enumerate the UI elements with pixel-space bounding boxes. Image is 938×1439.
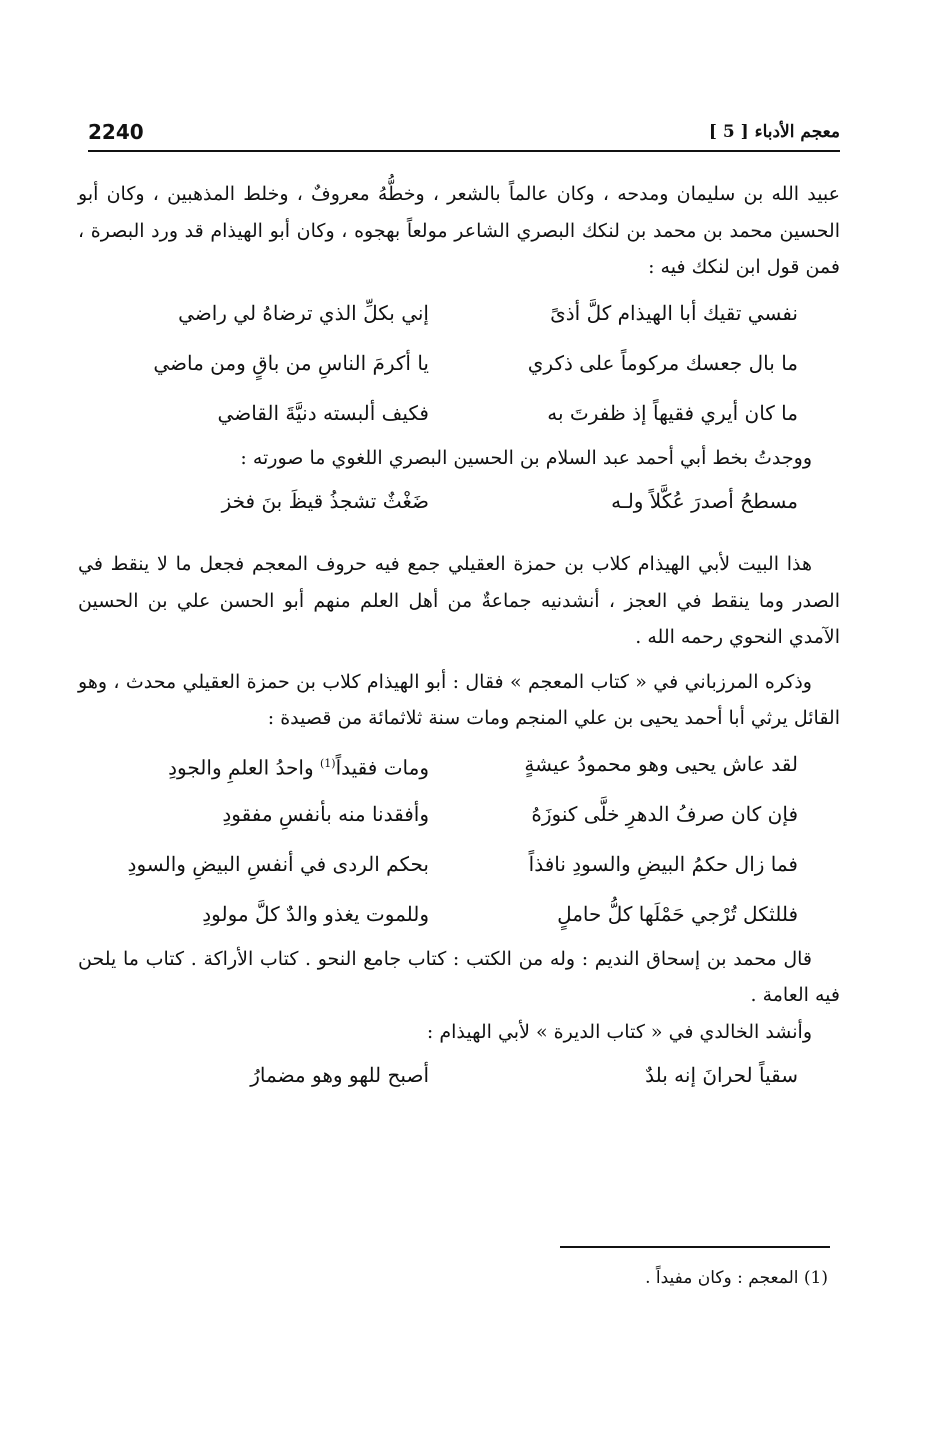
verse-hemistich-first: ما كان أيري فقيهاً إذ ظفرتَ به (547, 400, 798, 425)
verse-hemistich-first: ما بال جعسك مركوماً على ذكري (527, 350, 798, 375)
verse-hemistich-first: مسطحُ أصدرَ عُكَّلاً ولـه (611, 489, 798, 513)
running-title: معجم الأدباء [ 5 ] (708, 122, 840, 142)
paragraph: قال محمد بن إسحاق النديم : وله من الكتب : كتاب جامع النحو . كتاب الأراكة . كتاب ما يلحن فيه العامة . (78, 947, 840, 1006)
verse-hemistich-first: سقياً لحرانَ إنه بلدٌ (645, 1063, 798, 1087)
verse-hemistich-first: نفسي تقيك أبا الهيذام كلَّ أذىً (550, 300, 798, 325)
verse-line (78, 476, 840, 526)
verse-hemistich-second: إني بكلِّ الذي ترضاهُ لي راضي (178, 300, 429, 325)
footnote: (1) المعجم : وكان مفيداً . (645, 1268, 828, 1288)
verse-hemistich-first: فما زال حكمُ البيضِ والسودِ نافذاً (528, 851, 798, 876)
verse-line (78, 889, 840, 939)
verse-line (78, 288, 840, 338)
header-rule (88, 150, 840, 152)
verse-hemistich-second (78, 739, 459, 789)
verse-hemistich-first: لقد عاش يحيى وهو محمودُ عيشةٍ (524, 751, 798, 776)
page-number: 2240 (88, 120, 144, 144)
paragraph: هذا البيت لأبي الهيذام كلاب بن حمزة العقيلي جمع فيه حروف المعجم فجعل ما لا ينقط في الصدر وما ينقط في العجز ، أنشدنيه جماعةٌ من أهل العلم منهم أبو الحسن علي بن الحسين الآمدي النحوي رحمه الله . (78, 553, 840, 648)
verse-hemistich-second: فكيف ألبسته دنيَّةَ القاضي (217, 400, 429, 425)
verse-hemistich-second: وأفقدنا منه بأنفسِ مفقودِ (222, 801, 429, 826)
verse-line (78, 789, 840, 839)
footnote-rule (560, 1246, 830, 1248)
verse-hemistich-second: بحكم الردى في أنفسِ البيضِ والسودِ (127, 851, 429, 876)
verse-line (78, 839, 840, 889)
page-header (88, 118, 840, 152)
verse-hemistich-second: وللموت يغذو والدٌ كلَّ مولودِ (202, 901, 429, 926)
verse-hemistich-first: فللثكل تُرْجي حَمْلَها كلُّ حاملٍ (557, 901, 798, 926)
main-text (78, 176, 840, 1100)
verse-text: ومات فقيداً (335, 755, 429, 780)
verse-text: واحدُ العلمِ والجودِ (168, 755, 320, 780)
verse-line (78, 739, 840, 789)
paragraph: ووجدتُ بخط أبي أحمد عبد السلام بن الحسين البصري اللغوي ما صورته : (240, 446, 812, 469)
paragraph: عبيد الله بن سليمان ومدحه ، وكان عالماً بالشعر ، وخطُّهُ معروفٌ ، وخلط المذهبين ، وكان أبو الحسين محمد بن محمد بن لنكك البصري الشاعر مولعاً بهجوه ، وكان أبو الهيذام قد ورد البصرة ، فمن قول ابن لنكك فيه : (78, 183, 840, 278)
verse-hemistich-first: فإن كان صرفُ الدهرِ خلَّى كنوزَهُ (531, 801, 798, 826)
footnote-mark: (1) (319, 756, 336, 770)
verse-hemistich-second: يا أكرمَ الناسِ من باقٍ ومن ماضي (153, 350, 429, 375)
poem (78, 739, 840, 939)
verse-line (78, 338, 840, 388)
verse-line (78, 1050, 840, 1100)
paragraph: وأنشد الخالدي في « كتاب الديرة » لأبي الهيذام : (426, 1020, 812, 1043)
poem (78, 288, 840, 438)
verse-hemistich-second: ضَغْثٌ تشجذُ قيظَ بنَ فخز (221, 489, 429, 513)
verse-line (78, 388, 840, 438)
verse-hemistich-second: أصبح للهو وهو مضمارُ (250, 1063, 429, 1087)
paragraph: وذكره المرزباني في « كتاب المعجم » فقال : أبو الهيذام كلاب بن حمزة العقيلي محدث ، وهو القائل يرثي أبا أحمد يحيى بن علي المنجم ومات سنة ثلاثمائة من قصيدة : (78, 670, 840, 729)
